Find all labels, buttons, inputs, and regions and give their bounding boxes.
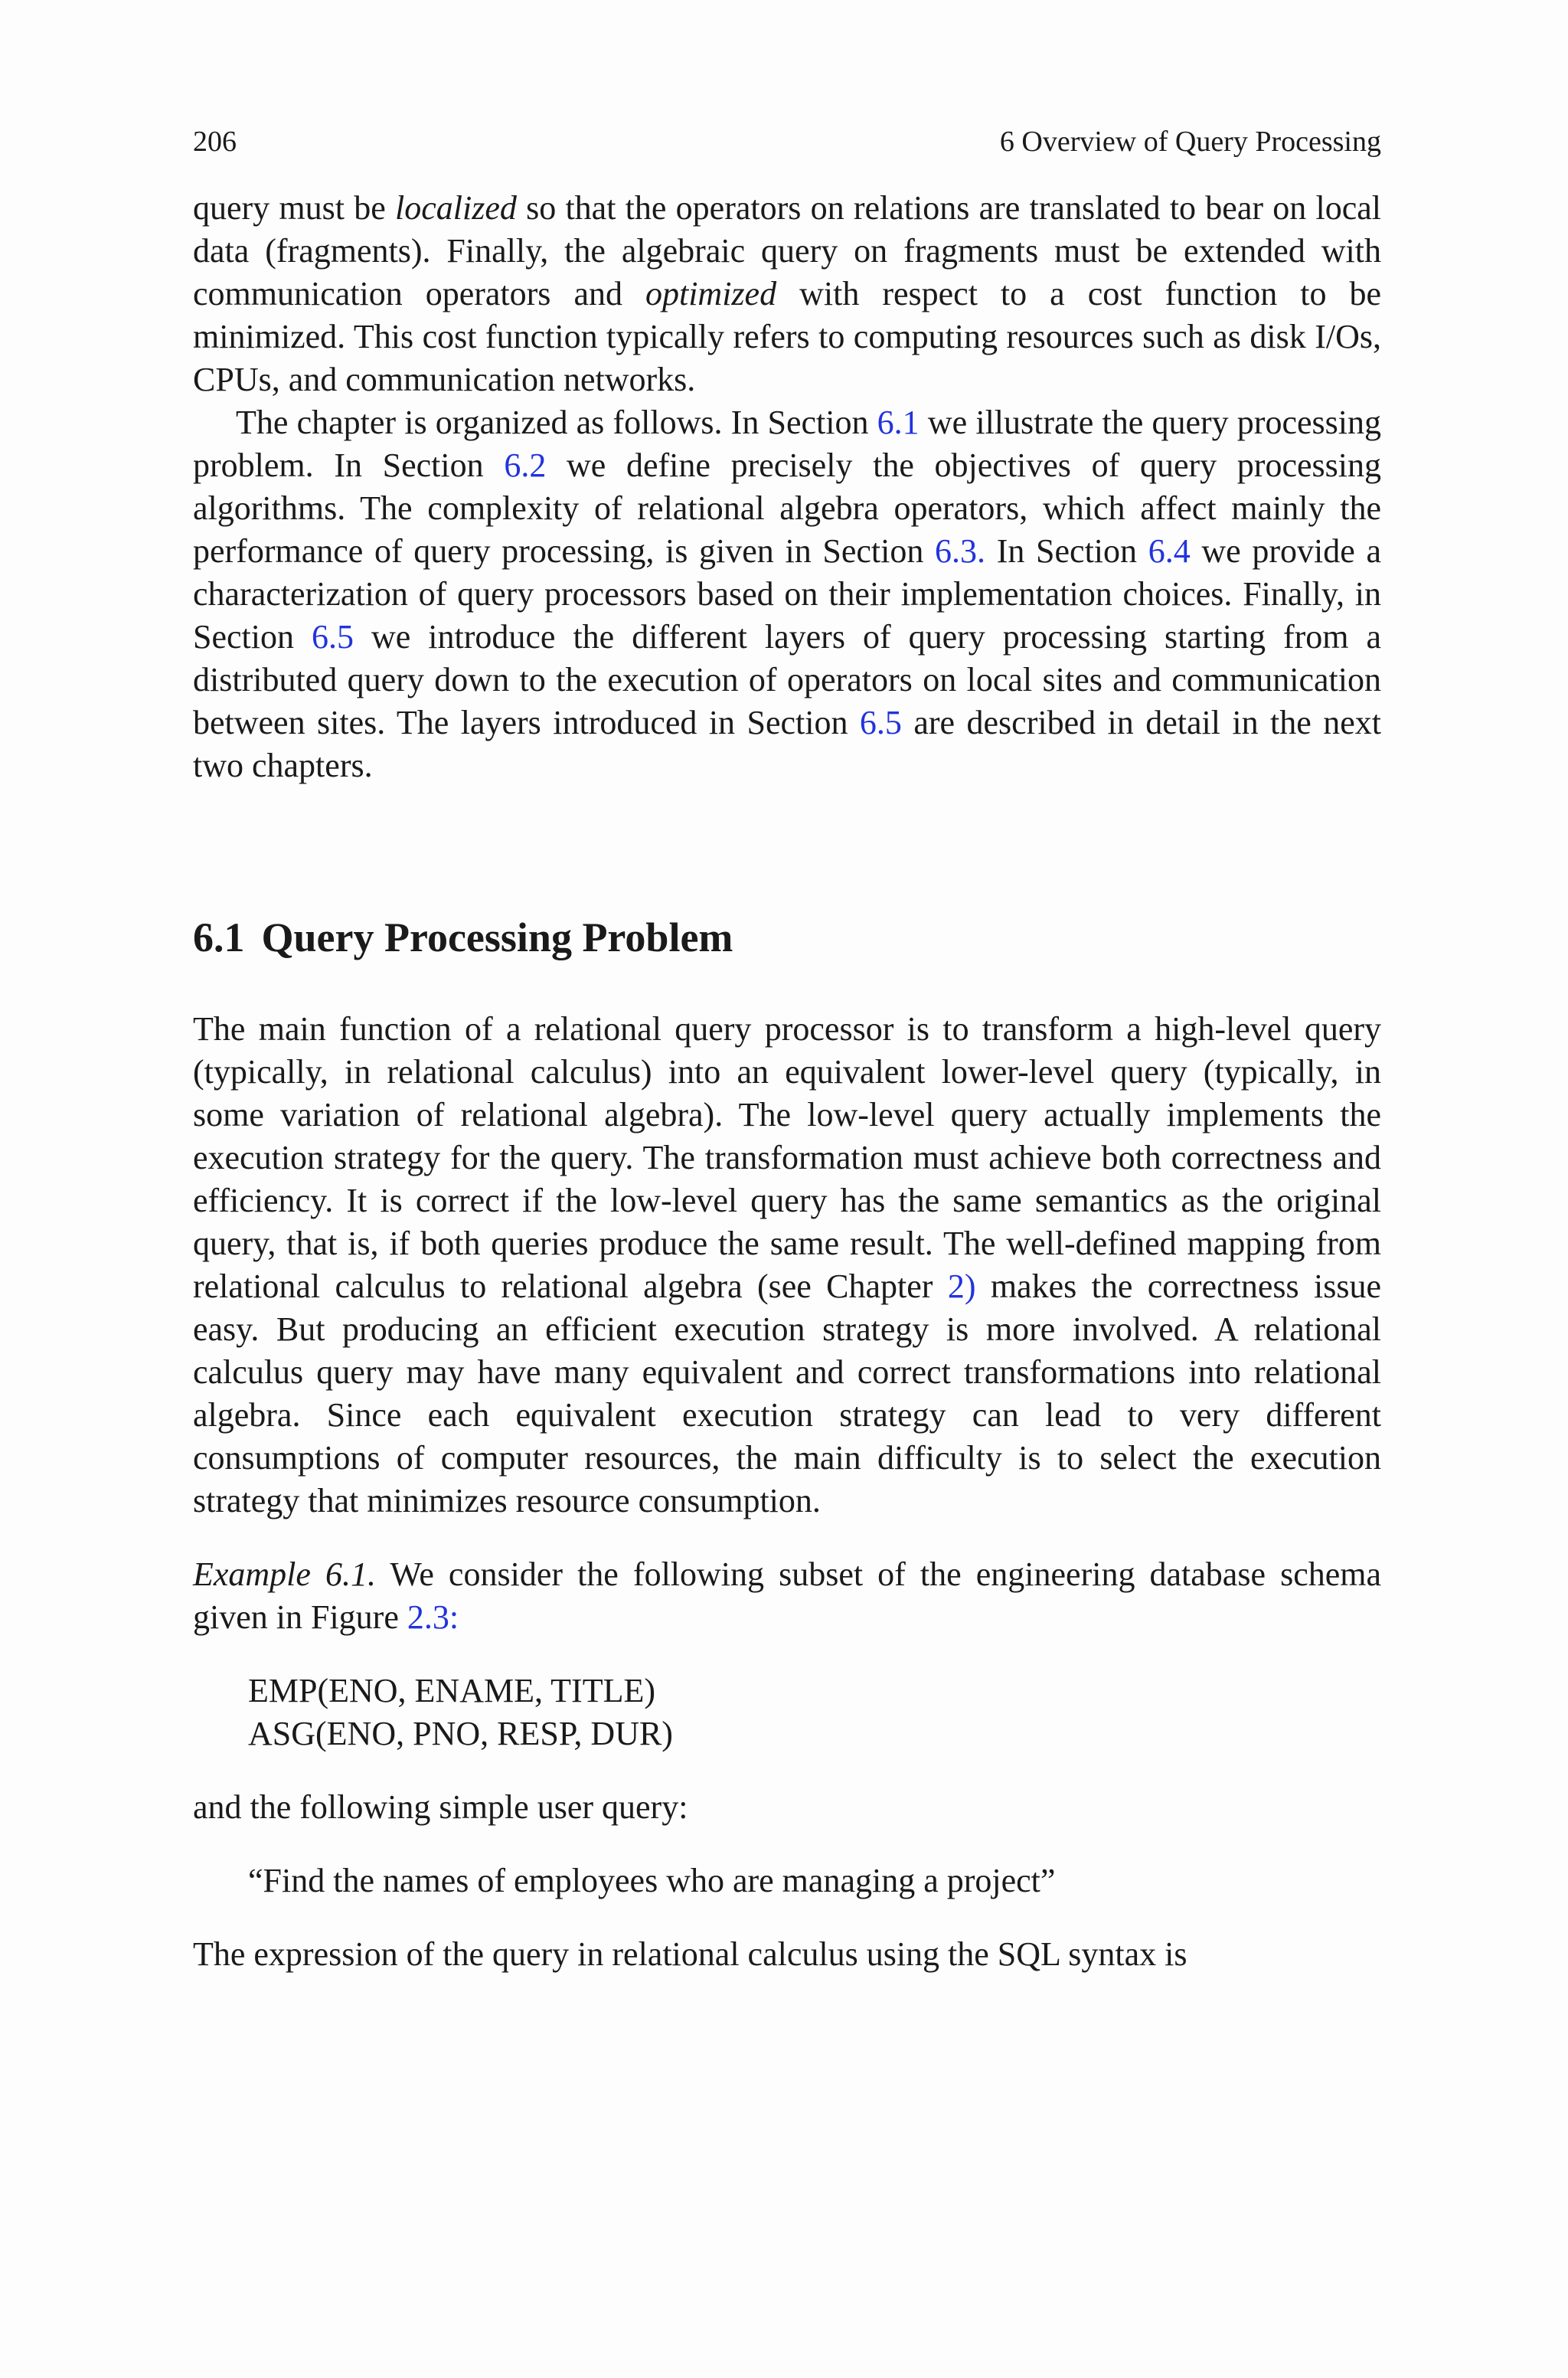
section-link-6-3[interactable]: 6.3.	[935, 532, 986, 570]
optimized-emphasis: optimized	[645, 275, 777, 312]
schema-block	[193, 1670, 1381, 1755]
chapter-link-2[interactable]: 2)	[947, 1268, 976, 1305]
section-link-6-2[interactable]: 6.2	[504, 446, 547, 484]
example-paragraph: Example 6.1. We consider the following subset of the engineering database schema given in Figure 2.3:	[193, 1555, 1382, 1636]
schema-asg: ASG(ENO, PNO, RESP, DUR)	[248, 1715, 673, 1752]
page-number: 206	[193, 126, 237, 158]
intro-paragraph-2: The chapter is organized as follows. In Section 6.1 we illustrate the query processing problem. In Section 6.2 we define precisely the objectives of query processing algorithms. The complexity of relational algebra operators, which affect mainly the performance of query processing, is given in Section 6.3. In Section 6.4 we provide a characterization of query processors based on their implementation choices. Finally, in Section 6.5 we introduce the different layers of query processing starting from a distributed query down to the execution of operators on local sites and communication between sites. The layers introduced in Section 6.5 are described in detail in the next two chapters.	[193, 404, 1381, 784]
figure-link-2-3[interactable]: 2.3:	[407, 1598, 459, 1636]
after-schema-text: and the following simple user query:	[193, 1788, 688, 1826]
sql-intro-text: The expression of the query in relational calculus using the SQL syntax is	[193, 1935, 1187, 1973]
chapter-title: 6 Overview of Query Processing	[999, 126, 1381, 158]
section-link-6-4[interactable]: 6.4	[1148, 532, 1191, 570]
running-head	[193, 123, 1381, 161]
section-number: 6.1	[193, 914, 245, 960]
section-link-6-5-second[interactable]: 6.5	[859, 704, 902, 741]
section-title: Query Processing Problem	[261, 914, 733, 960]
localized-emphasis: localized	[395, 189, 517, 227]
schema-emp: EMP(ENO, ENAME, TITLE)	[248, 1672, 655, 1709]
example-label: Example 6.1.	[193, 1555, 377, 1593]
section-heading	[193, 913, 1381, 962]
intro-paragraph-1: query must be localized so that the operators on relations are translated to bear on local data (fragments). Finally, the algebraic query on fragments must be extended with communication operators and optimized with respect to a cost function to be minimized. This cost function typically refers to computing resources such as disk I/Os, CPUs, and communication networks.	[193, 189, 1382, 398]
section-paragraph-1: The main function of a relational query processor is to transform a high-level query (typically, in relational calculus) into an equivalent lower-level query (typically, in some variation of relational algebra). The low-level query actually implements the execution strategy for the query. The transformation must achieve both correctness and efficiency. It is correct if the low-level query has the same semantics as the original query, that is, if both queries produce the same result. The well-defined mapping from relational calculus to relational algebra (see Chapter 2) makes the correctness issue easy. But producing an efficient execution strategy is more involved. A relational calculus query may have many equivalent and correct transformations into relational algebra. Since each equivalent execution strategy can lead to very different consumptions of computer resources, the main difficulty is to select the execution strategy that minimizes resource consumption.	[193, 1010, 1381, 1519]
book-page	[193, 123, 1381, 1976]
user-query-quote: “Find the names of employees who are managing a project”	[248, 1862, 1056, 1899]
section-link-6-5[interactable]: 6.5	[311, 618, 354, 656]
section-link-6-1[interactable]: 6.1	[877, 404, 920, 441]
